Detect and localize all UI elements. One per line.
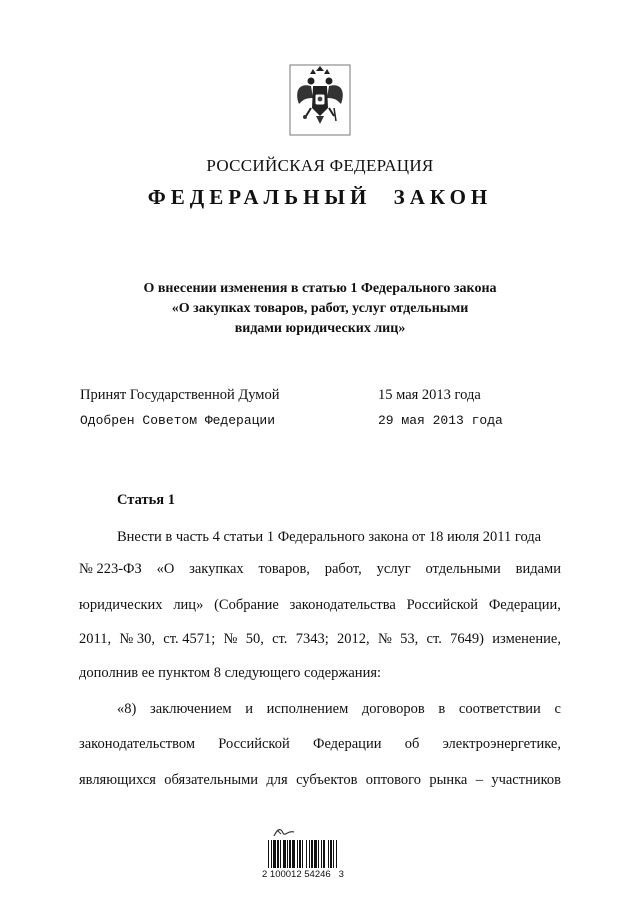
word: в — [438, 701, 446, 717]
word: заключением — [150, 701, 232, 717]
word: участников — [491, 772, 561, 788]
article-text-line: Внести в часть 4 статьи 1 Федерального закона от 18 июля 2011 года — [117, 529, 542, 545]
word: для — [266, 772, 288, 788]
article-text-line — [79, 597, 561, 614]
article-heading: Статья 1 — [117, 492, 175, 508]
adoption-duma-label: Принят Государственной Думой — [80, 387, 280, 403]
word: товаров, — [258, 561, 310, 577]
word: 7649) — [450, 631, 484, 647]
word: электроэнергетике, — [442, 736, 561, 752]
article-text-line — [79, 561, 561, 578]
article-text-line — [79, 631, 561, 648]
law-title-line: «О закупках товаров, работ, услуг отдельными — [171, 301, 469, 316]
word: 50, — [245, 631, 264, 647]
article-text-line — [79, 736, 561, 753]
word: закупках — [189, 561, 244, 577]
barcode-block — [262, 826, 382, 882]
law-title — [100, 279, 540, 339]
barcode-icon — [268, 840, 376, 868]
word: ст. 4571; — [163, 631, 216, 647]
word: законодательства — [289, 597, 396, 613]
word: являющихся — [79, 772, 156, 788]
word: отдельными — [425, 561, 501, 577]
word: услуг — [376, 561, 411, 577]
word: Российской — [218, 736, 290, 752]
document-type: ФЕДЕРАЛЬНЫЙ ЗАКОН — [147, 185, 493, 209]
law-title-line: видами юридических лиц» — [234, 321, 406, 336]
barcode-number: 2 100012 54246 3 — [262, 869, 344, 880]
article-text-line — [117, 701, 561, 718]
word: юридических — [79, 597, 163, 613]
law-title-line: О внесении изменения в статью 1 Федерального закона — [143, 281, 497, 296]
word: рынка — [429, 772, 468, 788]
word: видами — [515, 561, 561, 577]
word: изменение, — [492, 631, 561, 647]
word: 53, — [400, 631, 419, 647]
word: и — [245, 701, 254, 717]
word: соответствии — [458, 701, 541, 717]
word: ст. — [272, 631, 288, 647]
word: законодательством — [79, 736, 196, 752]
word: – — [475, 772, 483, 788]
adoption-duma-date: 15 мая 2013 года — [378, 387, 481, 403]
word: исполнением — [266, 701, 349, 717]
adoption-council-label: Одобрен Советом Федерации — [80, 413, 276, 428]
article-text-line — [79, 772, 561, 789]
word: работ, — [324, 561, 362, 577]
word: Федерации — [312, 736, 382, 752]
word: «О — [156, 561, 175, 577]
adoption-council-date: 29 мая 2013 года — [378, 413, 503, 428]
word: субъектов — [296, 772, 358, 788]
word: № — [377, 631, 392, 647]
word: «8) — [117, 701, 137, 717]
word: 2012, — [337, 631, 370, 647]
word: лиц» — [173, 597, 204, 613]
word: № — [223, 631, 238, 647]
coat-of-arms-icon — [289, 64, 351, 136]
word: Федерации, — [488, 597, 561, 613]
article-text-line: дополнив ее пунктом 8 следующего содержания: — [79, 665, 382, 681]
word: 2011, — [79, 631, 112, 647]
word: Российской — [406, 597, 479, 613]
handwritten-mark-icon — [272, 826, 296, 838]
word: № 30, — [119, 631, 155, 647]
word: с — [554, 701, 561, 717]
word: об — [404, 736, 420, 752]
word: № 223-ФЗ — [79, 561, 142, 577]
country-name: РОССИЙСКАЯ ФЕДЕРАЦИЯ — [206, 156, 434, 175]
word: (Собрание — [214, 597, 279, 613]
word: договоров — [361, 701, 425, 717]
word: оптового — [365, 772, 422, 788]
word: ст. — [426, 631, 442, 647]
word: обязательными — [164, 772, 259, 788]
word: 7343; — [295, 631, 329, 647]
